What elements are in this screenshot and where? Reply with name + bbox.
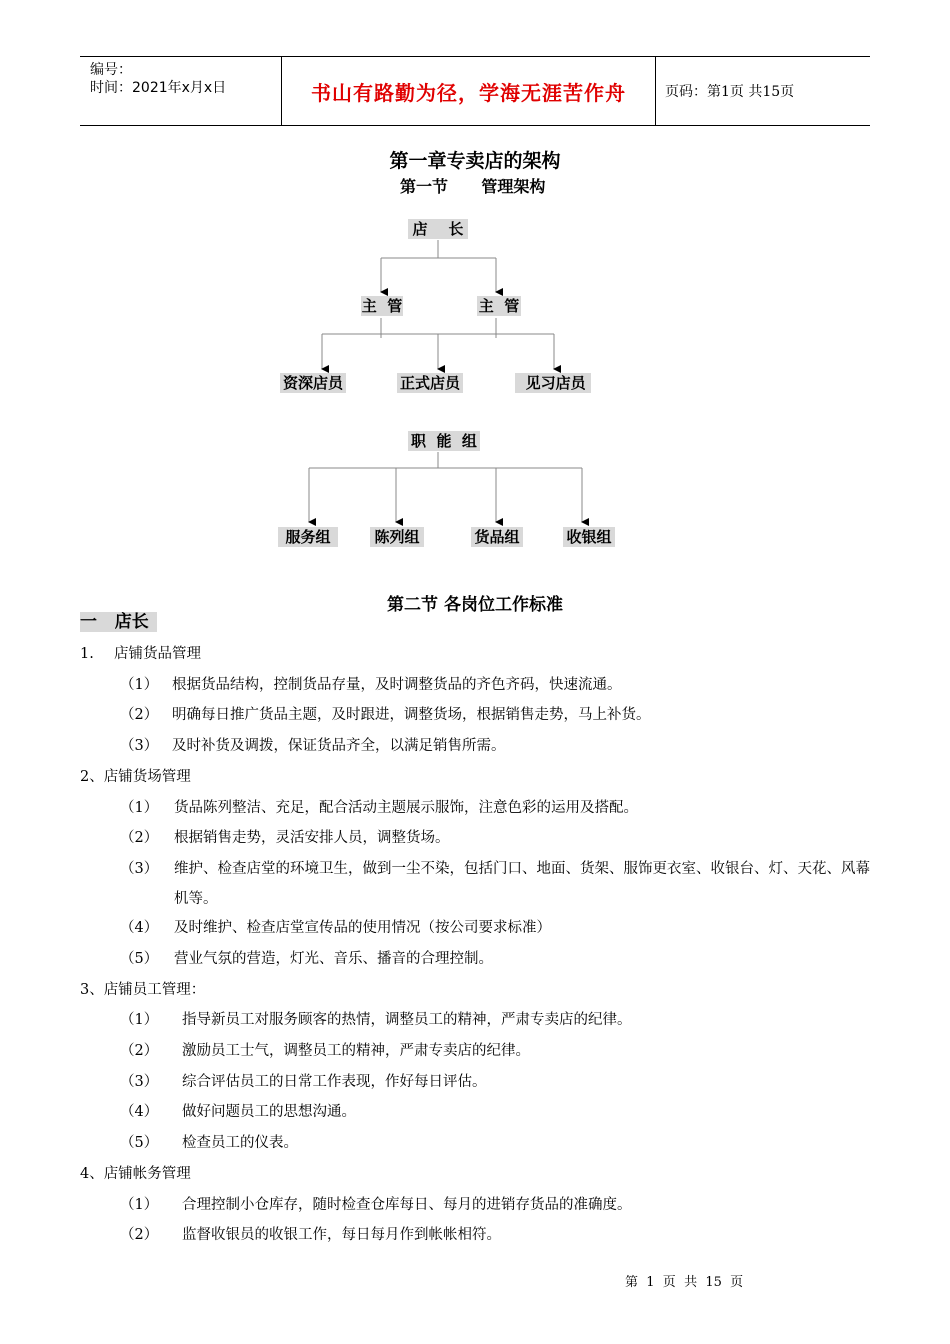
list-item: （5） 检查员工的仪表。 [120,1135,298,1151]
list-item: （5） 营业气氛的营造，灯光、音乐、播音的合理控制。 [120,951,493,967]
org-display-group: 陈列组 [370,527,424,547]
org-chart-connectors [0,0,950,600]
list-item: 3、店铺员工管理： [80,982,206,998]
org-cashier-group: 收银组 [563,527,615,547]
org-regular-staff: 正式店员 [397,373,463,393]
org-senior-staff: 资深店员 [280,373,346,393]
list-item: （3） 及时补货及调拨，保证货品齐全，以满足销售所需。 [120,738,506,754]
list-item: （4） 及时维护、检查店堂宣传品的使用情况（按公司要求标准） [120,920,551,936]
list-item: 2、店铺货场管理 [80,769,191,785]
time-label: 时间：2021年x月x日 [90,80,227,96]
org-service-group: 服务组 [278,527,338,547]
org-supervisor-left: 主 管 [361,297,403,315]
list-item: （2） 明确每日推广货品主题，及时跟进，调整货场，根据销售走势，马上补货。 [120,707,651,723]
list-item: （3） 维护、检查店堂的环境卫生，做到一尘不染，包括门口、地面、货架、服饰更衣室、收银台、灯、天花、风幕机等。 [120,861,870,907]
list-item: （1） 根据货品结构，控制货品存量，及时调整货品的齐色齐码，快速流通。 [120,677,622,693]
chapter-title: 第一章专卖店的架构 [389,150,561,172]
list-item: （4） 做好问题员工的思想沟通。 [120,1104,356,1120]
list-item: （2） 根据销售走势，灵活安排人员，调整货场。 [120,830,450,846]
list-item: （2） 激励员工士气，调整员工的精神，严肃专卖店的纪律。 [120,1043,530,1059]
page-footer: 第 1 页 共 15 页 [625,1275,744,1290]
list-item: （1） 合理控制小仓库存，随时检查仓库每日、每月的进销存货品的准确度。 [120,1197,632,1213]
list-item: 4、店铺帐务管理 [80,1166,191,1182]
org-trainee-staff: 见习店员 [515,373,591,393]
list-item: （3） 综合评估员工的日常工作表现，作好每日评估。 [120,1074,487,1090]
list-item: （1） 货品陈列整洁、充足，配合活动主题展示服饰，注意色彩的运用及搭配。 [120,800,638,816]
header-motto: 书山有路勤为径，学海无涯苦作舟 [311,80,626,105]
sub-heading: 一 店长 [80,612,157,632]
number-label: 编号： [90,62,132,78]
org-functional-group: 职 能 组 [408,431,480,451]
org-supervisor-right: 主 管 [478,297,520,315]
list-item: 1. 店铺货品管理 [80,646,201,662]
list-item: （1） 指导新员工对服务顾客的热情，调整员工的精神，严肃专卖店的纪律。 [120,1012,632,1028]
header-page-info: 页码：第1页 共15页 [665,84,795,100]
org-store-manager: 店 长 [408,219,468,239]
list-item: （2） 监督收银员的收银工作，每日每月作到帐帐相符。 [120,1227,501,1243]
org-goods-group: 货品组 [471,527,523,547]
section1-title: 第一节 管理架构 [400,177,546,196]
section2-title: 第二节 各岗位工作标准 [387,595,563,615]
